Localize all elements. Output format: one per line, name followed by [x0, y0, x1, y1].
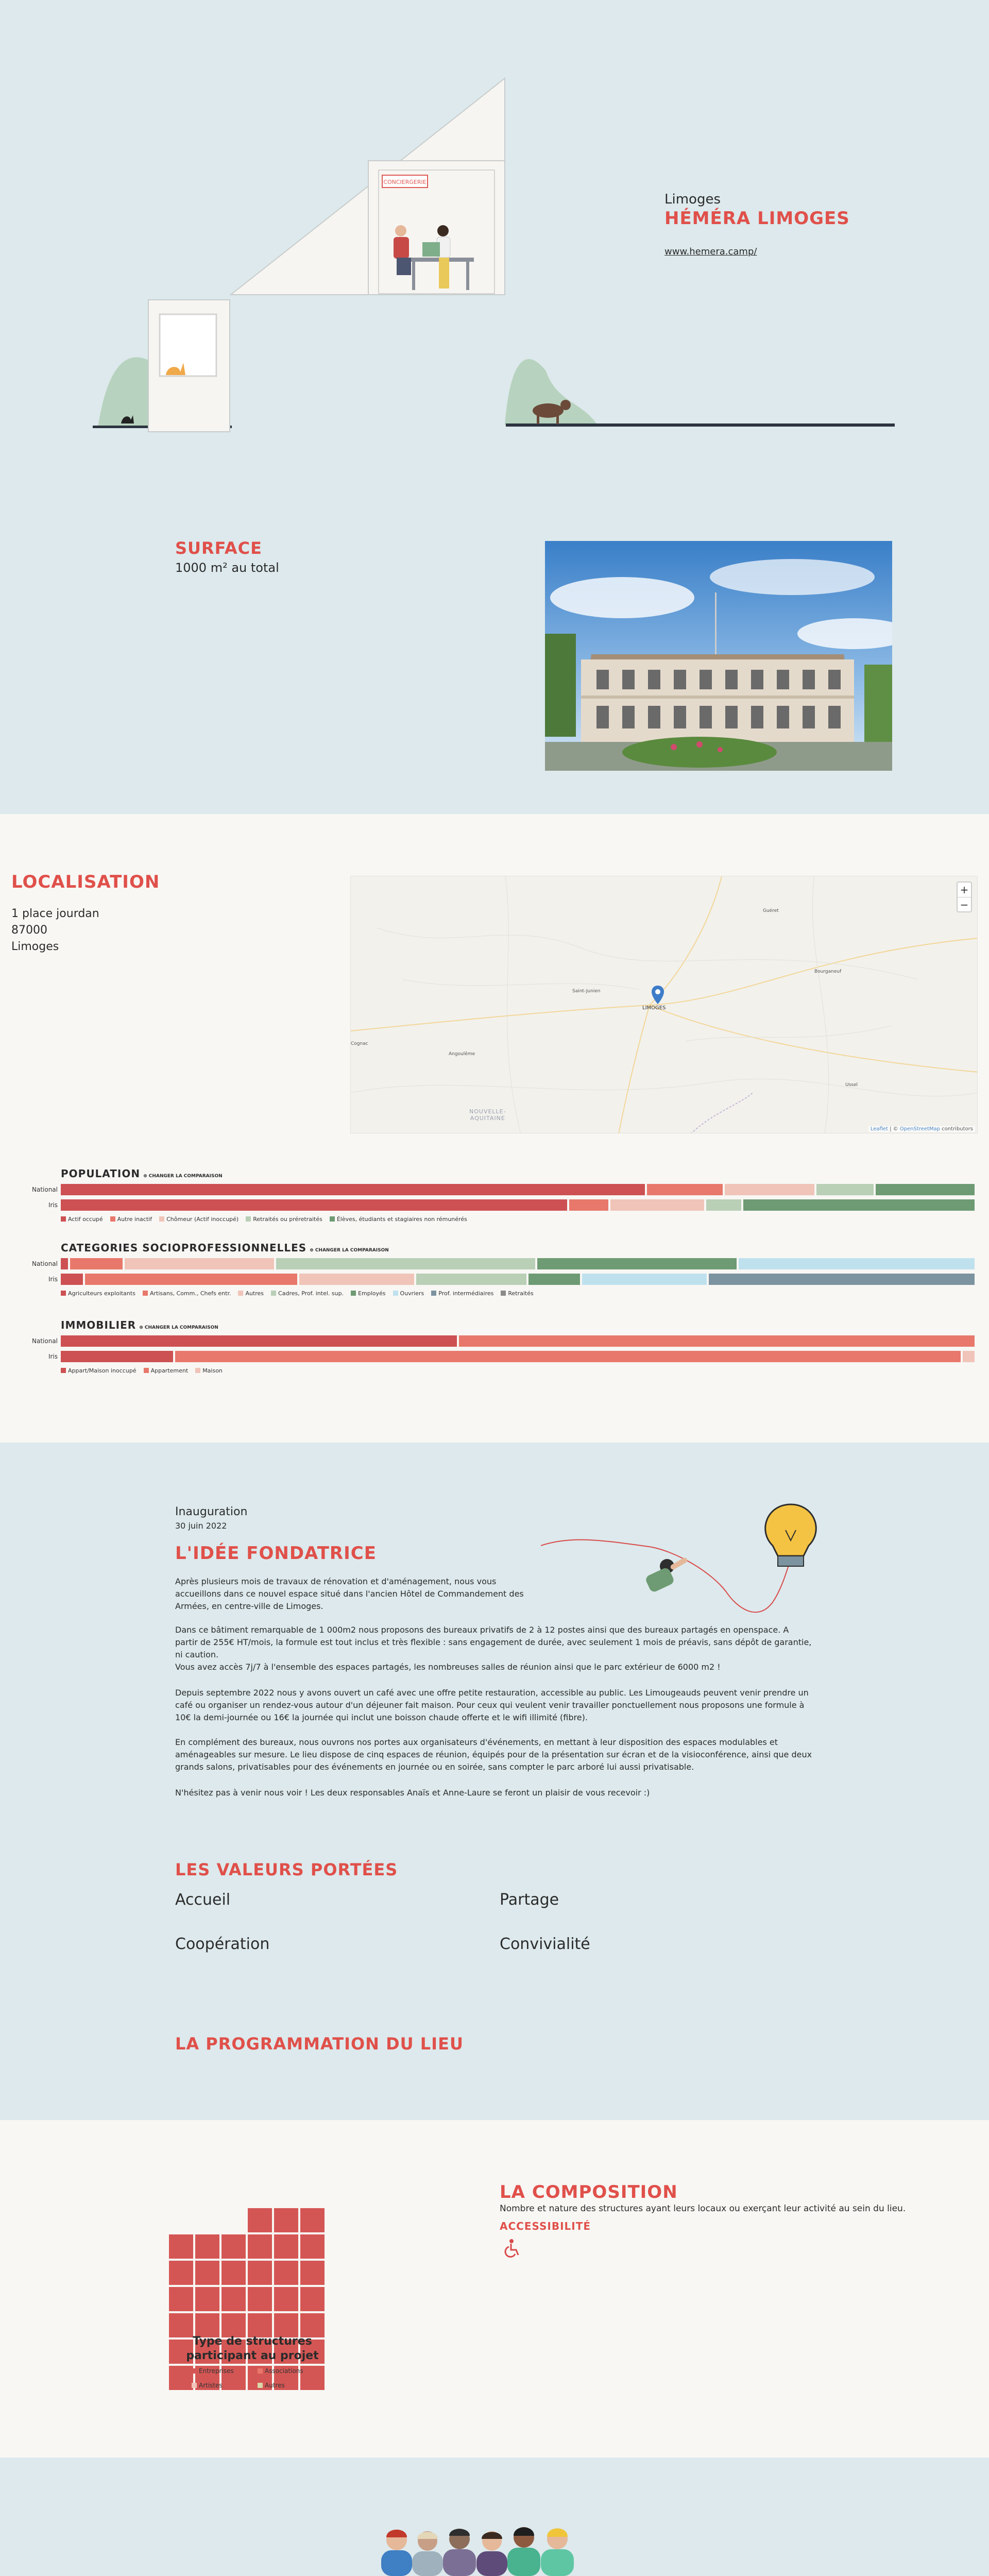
- hero-text: [664, 192, 850, 257]
- map-label-region: NOUVELLE- AQUITAINE: [469, 1108, 506, 1122]
- legend-item: Chômeur (Actif inoccupé): [159, 1216, 238, 1223]
- legend-associations: Associations: [258, 2367, 303, 2375]
- idee-paragraph-2: Dans ce bâtiment remarquable de 1 000m2 nous proposons des bureaux privatifs de 2 à 12 postes ainsi que des bureaux partagés en openspace. A partir de 255€ HT/mois, la formule est tout inclus et très flexible : sans engagement de durée, avec seulement 1 mois de préavis, sans dépôt de garantie, ni caution.: [175, 1625, 812, 1659]
- legend-item: Autre inactif: [110, 1216, 152, 1223]
- immobilier-segment: [963, 1351, 975, 1362]
- valeurs-title: LES VALEURS PORTÉES: [175, 1860, 398, 1879]
- population-segment: [743, 1199, 975, 1211]
- csp-segment: [276, 1258, 535, 1269]
- waffle-cell: [169, 2313, 193, 2337]
- map-label-angouleme: Angoulême: [449, 1052, 475, 1057]
- legend-artistes: Artistes: [192, 2382, 223, 2389]
- population-title: POPULATION ⊕ CHANGER LA COMPARAISON: [61, 1167, 223, 1180]
- map-label-ussel: Ussel: [845, 1082, 858, 1088]
- window-left: [160, 314, 216, 376]
- csp-segment: [125, 1258, 274, 1269]
- person-left: [395, 225, 406, 236]
- idee-paragraph-1: Après plusieurs mois de travaux de rénovation et d'aménagement, nous vous accueillons dans ce nouvel espace situé dans l'ancien Hôtel de Commandement des Armées, en centre-ville de Limoges.: [175, 1577, 524, 1611]
- csp-iris-label: Iris: [48, 1276, 58, 1283]
- change-comparison-button[interactable]: ⊕ CHANGER LA COMPARAISON: [139, 1325, 218, 1330]
- legend-entreprises: Entreprises: [192, 2367, 234, 2375]
- acteurs-section: [0, 2458, 989, 2576]
- zoom-out-button[interactable]: −: [958, 897, 971, 911]
- map-marker-icon[interactable]: [652, 986, 664, 1006]
- population-segment: [706, 1199, 741, 1211]
- csp-segment: [299, 1274, 414, 1285]
- idee-paragraph-5: En complément des bureaux, nous ouvrons nos portes aux organisateurs d'événements, en mettant à leur disposition des espaces modulables et aménageables sur mesure. Le lieu dispose de cinq espaces de réunion, équipés pour de la présentation sur écran et de la visioconférence, ainsi que deux grands salons, privatisables pour des événements en journée ou en soirée, sans compter le parc arboré lui aussi privatisable.: [175, 1737, 812, 1772]
- population-segment: [61, 1184, 645, 1195]
- person-right: [437, 225, 449, 236]
- address-street: 1 place jourdan: [11, 907, 99, 920]
- immobilier-segment: [459, 1335, 975, 1347]
- idee-paragraph-6: N'hésitez pas à venir nous voir ! Les deux responsables Anaïs et Anne-Laure se feront un plaisir de vous recevoir :): [175, 1788, 650, 1798]
- waffle-cell: [300, 2208, 325, 2232]
- waffle-cell: [169, 2234, 193, 2259]
- inauguration-label: Inauguration: [175, 1505, 248, 1518]
- map-label-gueret: Guéret: [763, 908, 779, 913]
- map[interactable]: [350, 876, 978, 1133]
- legend-autres: Autres: [258, 2382, 285, 2389]
- waffle-cell: [274, 2287, 298, 2311]
- population-segment: [610, 1199, 705, 1211]
- population-national-label: National: [31, 1186, 58, 1193]
- legend-item: Autres: [238, 1290, 264, 1297]
- csp-national-bar: [61, 1258, 977, 1269]
- immobilier-iris-label: Iris: [48, 1353, 58, 1360]
- waffle-cell: [221, 2287, 246, 2311]
- valeur-accueil: Accueil: [175, 1891, 231, 1909]
- change-comparison-button[interactable]: ⊕ CHANGER LA COMPARAISON: [143, 1174, 223, 1179]
- csp-segment: [61, 1258, 68, 1269]
- composition-subtitle: Nombre et nature des structures ayant leurs locaux ou exerçant leur activité au sein du lieu.: [500, 2204, 906, 2214]
- waffle-cell: [248, 2313, 272, 2337]
- population-iris-bar: [61, 1199, 977, 1211]
- legend-item: Agriculteurs exploitants: [61, 1290, 135, 1297]
- legend-item: Prof. intermédiaires: [431, 1290, 493, 1297]
- population-segment: [61, 1199, 567, 1211]
- waffle-cell: [195, 2313, 219, 2337]
- hero-section: [0, 0, 989, 495]
- immobilier-iris-bar: [61, 1351, 977, 1362]
- population-segment: [876, 1184, 975, 1195]
- population-segment: [647, 1184, 723, 1195]
- csp-segment: [709, 1274, 975, 1285]
- idee-title: L'IDÉE FONDATRICE: [175, 1543, 377, 1564]
- waffle-cell: [300, 2313, 325, 2337]
- waffle-title: Type de structures participant au projet: [186, 2335, 319, 2362]
- address: [11, 906, 99, 955]
- map-zoom-control: [957, 882, 972, 912]
- waffle-cell: [274, 2313, 298, 2337]
- idee-paragraph-3: Vous avez accès 7j/7 à l'ensemble des espaces partagés, les nombreuses salles de réunion ainsi que le parc extérieur de 6000 m2 !: [175, 1662, 721, 1672]
- osm-link[interactable]: OpenStreetMap: [899, 1126, 940, 1132]
- csp-segment: [537, 1258, 737, 1269]
- csp-segment: [528, 1274, 580, 1285]
- waffle-cell: [300, 2261, 325, 2285]
- waffle-cell: [274, 2261, 298, 2285]
- immobilier-national-label: National: [31, 1337, 58, 1345]
- legend-item: Appart/Maison inoccupé: [61, 1367, 137, 1374]
- waffle-cell: [169, 2287, 193, 2311]
- waffle-cell: [221, 2234, 246, 2259]
- valeur-partage: Partage: [500, 1891, 559, 1909]
- surface-subtitle: 1000 m² au total: [175, 561, 279, 575]
- change-comparison-button[interactable]: ⊕ CHANGER LA COMPARAISON: [310, 1248, 389, 1253]
- map-label-saint-junien: Saint-Junien: [572, 989, 601, 994]
- waffle-cell: [195, 2287, 219, 2311]
- legend-item: Élèves, étudiants et stagiaires non rémunérés: [330, 1216, 467, 1223]
- csp-segment: [739, 1258, 975, 1269]
- people-illustration: [376, 2519, 613, 2576]
- waffle-cell: [169, 2261, 193, 2285]
- website-link[interactable]: www.hemera.camp/: [664, 246, 757, 257]
- csp-national-label: National: [31, 1260, 58, 1267]
- waffle-cell: [169, 2366, 193, 2390]
- csp-segment: [582, 1274, 707, 1285]
- population-iris-label: Iris: [48, 1201, 58, 1209]
- population-national-bar: [61, 1184, 977, 1195]
- csp-segment: [416, 1274, 526, 1285]
- csp-segment: [85, 1274, 297, 1285]
- legend-item: Employés: [351, 1290, 385, 1297]
- legend-item: Cadres, Prof. intel. sup.: [271, 1290, 344, 1297]
- immobilier-national-bar: [61, 1335, 977, 1347]
- hero-title: HÉMÉRA LIMOGES: [664, 208, 850, 229]
- csp-iris-bar: [61, 1274, 977, 1285]
- waffle-cell: [274, 2208, 298, 2232]
- waffle-cell: [300, 2287, 325, 2311]
- population-segment: [725, 1184, 814, 1195]
- legend-item: Appartement: [144, 1367, 189, 1374]
- immobilier-segment: [175, 1351, 961, 1362]
- zoom-in-button[interactable]: +: [960, 884, 969, 896]
- waffle-cell: [195, 2261, 219, 2285]
- legend-item: Actif occupé: [61, 1216, 103, 1223]
- ground-right: [506, 423, 895, 427]
- map-label-bourganeuf: Bourganeuf: [814, 969, 842, 974]
- bush-left: [98, 357, 149, 428]
- lightbulb-illustration: [541, 1499, 829, 1623]
- localisation-section: [0, 814, 989, 1443]
- address-postcode: 87000: [11, 924, 47, 937]
- idee-paragraph-4: Depuis septembre 2022 nous y avons ouvert un café avec une offre petite restauration, accessible au public. Les Limougeauds peuvent venir prendre un café ou organiser un rendez-vous autour d'un déjeuner fait maison. Pour ceux qui veulent venir travailler ponctuellement nous proposons une formule à 10€ la demi-journée ou 16€ la journée qui inclut une boisson chaude offerte et le wifi illimité (fibre).: [175, 1688, 809, 1722]
- composition-section: [0, 2120, 989, 2458]
- waffle-cell: [274, 2234, 298, 2259]
- legend-item: Retraités ou préretraités: [246, 1216, 322, 1223]
- waffle-cell: [248, 2287, 272, 2311]
- waffle-cell: [195, 2234, 219, 2259]
- immobilier-segment: [61, 1351, 173, 1362]
- csp-legend: [61, 1290, 541, 1297]
- localisation-title: LOCALISATION: [11, 872, 160, 892]
- csp-segment: [61, 1274, 83, 1285]
- legend-item: Retraités: [501, 1290, 533, 1297]
- legend-item: Maison: [195, 1367, 223, 1374]
- valeur-cooperation: Coopération: [175, 1935, 270, 1953]
- legend-item: Ouvriers: [393, 1290, 424, 1297]
- legend-item: Artisans, Comm., Chefs entr.: [143, 1290, 231, 1297]
- waffle-cell: [248, 2208, 272, 2232]
- map-label-cognac: Cognac: [351, 1041, 368, 1046]
- waffle-cell: [300, 2234, 325, 2259]
- waffle-cell: [221, 2313, 246, 2337]
- waffle-cell: [248, 2261, 272, 2285]
- immobilier-legend: [61, 1367, 230, 1374]
- hero-city: Limoges: [664, 192, 721, 207]
- csp-segment: [70, 1258, 123, 1269]
- conciergerie-text: CONCIERGERIE: [383, 179, 427, 185]
- immobilier-segment: [61, 1335, 457, 1347]
- population-legend: [61, 1216, 474, 1223]
- map-marker-label: LIMOGES: [642, 1005, 666, 1011]
- building-photo: [545, 541, 892, 771]
- leaflet-link[interactable]: Leaflet: [870, 1126, 888, 1132]
- waffle-cell: [300, 2366, 325, 2390]
- map-attribution: Leaflet | © OpenStreetMap contributors: [868, 1126, 975, 1132]
- inauguration-date: 30 juin 2022: [175, 1521, 227, 1531]
- valeur-convivialite: Convivialité: [500, 1935, 590, 1953]
- accessibilite-title: ACCESSIBILITÉ: [500, 2220, 591, 2232]
- wheelchair-icon: [504, 2239, 522, 2259]
- population-segment: [816, 1184, 874, 1195]
- address-city: Limoges: [11, 940, 59, 953]
- programmation-title: LA PROGRAMMATION DU LIEU: [175, 2034, 464, 2054]
- immobilier-title: IMMOBILIER ⊕ CHANGER LA COMPARAISON: [61, 1319, 218, 1331]
- idee-section: [0, 1443, 989, 2120]
- laptop: [422, 242, 440, 257]
- population-segment: [569, 1199, 608, 1211]
- surface-title: SURFACE: [175, 538, 262, 558]
- waffle-cell: [248, 2234, 272, 2259]
- surface-section: [0, 495, 989, 814]
- csp-title: CATEGORIES SOCIOPROFESSIONNELLES ⊕ CHANGER LA COMPARAISON: [61, 1242, 389, 1254]
- waffle-cell: [221, 2261, 246, 2285]
- composition-title: LA COMPOSITION: [500, 2182, 678, 2202]
